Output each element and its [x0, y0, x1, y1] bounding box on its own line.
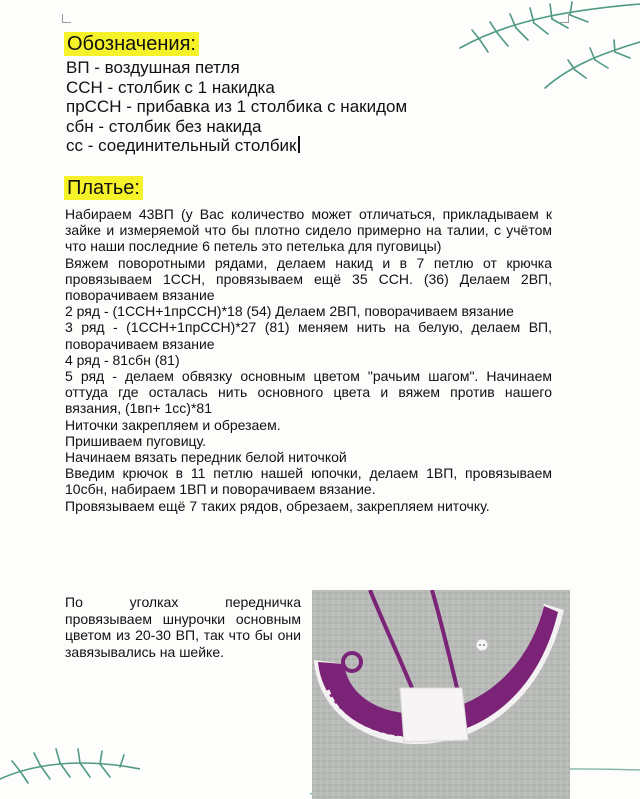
- dress-heading: Платье:: [64, 176, 143, 200]
- legend-item-text: сс - соединительный столбик: [66, 136, 297, 155]
- legend-item: прССН - прибавка из 1 столбика с накидом: [66, 97, 408, 116]
- instruction-paragraph: По уголках передничка провязываем шнурочки основным цветом из 20-30 ВП, так что бы они завязывались на шейке.: [65, 594, 301, 660]
- legend-item: ССН - столбик с 1 накидка: [66, 77, 275, 97]
- legend-item: сбн - столбик без накида: [66, 116, 262, 136]
- instruction-paragraph: 2 ряд - (1ССН+1прССН)*18 (54) Делаем 2ВП, поворачиваем вязание: [65, 303, 514, 320]
- instruction-paragraph: 3 ряд - (1ССН+1прССН)*27 (81) меняем нить на белую, делаем ВП, поворачиваем вязание: [65, 319, 552, 352]
- text-cursor: [298, 136, 300, 153]
- instruction-paragraph: 4 ряд - 81сбн (81): [65, 351, 180, 368]
- instruction-paragraph: Введим крючок в 11 петлю нашей юпочки, делаем 1ВП, провязываем 10сбн, набираем 1ВП и поворачиваем вязание.: [65, 465, 552, 498]
- legend-item: ВП - воздушная петля: [66, 58, 240, 77]
- crochet-dress-photo: [312, 590, 570, 799]
- instruction-paragraph: Провязываем ещё 7 таких рядов, обрезаем, закрепляем ниточку.: [65, 497, 490, 514]
- instruction-paragraph: Начинаем вязать передник белой ниточкой: [65, 449, 347, 466]
- legend-list: [66, 58, 536, 156]
- crop-mark: [560, 14, 569, 23]
- instruction-paragraph: Набираем 43ВП (у Вас количество может отличаться, прикладываем к зайке и измеряемой что бы плотно сидело примерно на талии, с учётом что наши последние 6 петель это петелька для пуговицы): [65, 206, 552, 255]
- instruction-paragraph: 5 ряд - делаем обвязку основным цветом "рачьим шагом". Начинаем оттуда где осталась нить основного цвета и вяжем против нашего вязания, (1вп+ 1сс)*81: [65, 368, 552, 417]
- legend-heading: Обозначения:: [64, 32, 199, 56]
- instruction-paragraph: Ниточки закрепляем и обрезаем.: [65, 416, 281, 433]
- instruction-paragraph: Вяжем поворотными рядами, делаем накид и в 7 петлю от крючка провязываем 1ССН, провязываем ещё 35 ССН. (36) Делаем 2ВП, поворачиваем вязание: [65, 254, 552, 304]
- instruction-paragraph: Пришиваем пуговицу.: [65, 432, 207, 449]
- legend-item: [66, 136, 536, 156]
- crop-mark: [62, 14, 71, 23]
- leaf-icon: [0, 709, 140, 799]
- dress-instructions: [65, 206, 552, 514]
- button-icon: [476, 639, 488, 651]
- apron-ties-instructions: [65, 594, 301, 660]
